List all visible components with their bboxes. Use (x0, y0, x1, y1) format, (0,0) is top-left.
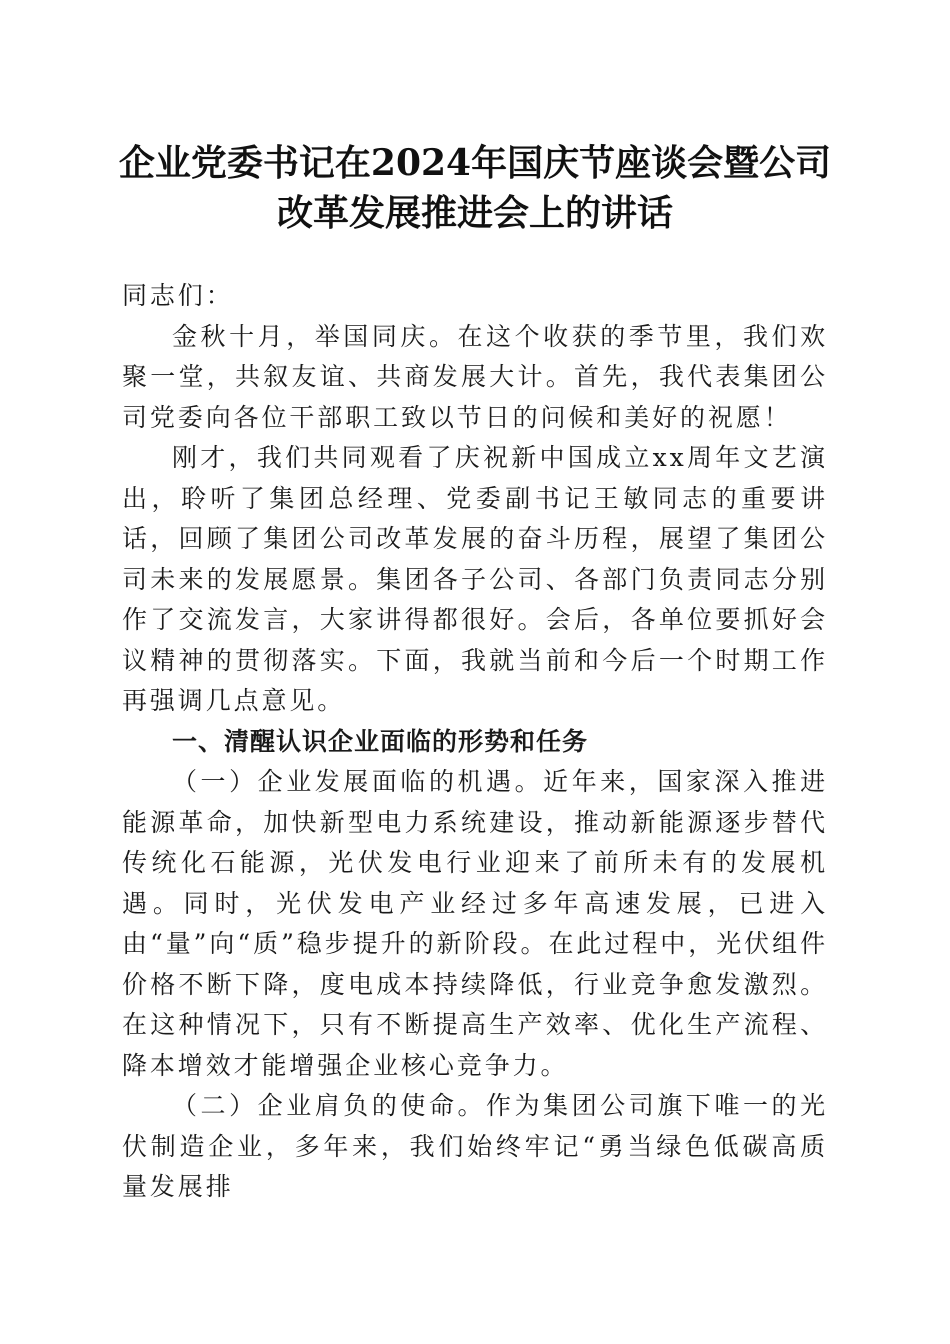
document-body (122, 276, 828, 1208)
title-line-2: 改革发展推进会上的讲话 (276, 192, 673, 234)
subsection-mission: （二）企业肩负的使命。作为集团公司旗下唯一的光伏制造企业，多年来，我们始终牢记“勇当绿色低碳高质量发展排 (122, 1091, 828, 1201)
document-title (100, 138, 850, 238)
paragraph-opening: 金秋十月，举国同庆。在这个收获的季节里，我们欢聚一堂，共叙友谊、共商发展大计。首先，我代表集团公司党委向各位干部职工致以节日的问候和美好的祝愿！ (122, 321, 828, 432)
paragraph-review: 刚才，我们共同观看了庆祝新中国成立xx周年文艺演出，聆听了集团总经理、党委副书记王敏同志的重要讲话，回顾了集团公司改革发展的奋斗历程，展望了集团公司未来的发展愿景。集团各子公司、各部门负责同志分别作了交流发言，大家讲得都很好。会后，各单位要抓好会议精神的贯彻落实。下面，我就当前和今后一个时期工作再强调几点意见。 (122, 443, 828, 715)
title-line-1: 企业党委书记在2024年国庆节座谈会暨公司 (118, 142, 832, 184)
greeting: 同志们： (122, 281, 234, 310)
subsection-opportunities: （一）企业发展面临的机遇。近年来，国家深入推进能源革命，加快新型电力系统建设，推动新能源逐步替代传统化石能源，光伏发电行业迎来了前所未有的发展机遇。同时，光伏发电产业经过多年高速发展，已进入由“量”向“质”稳步提升的新阶段。在此过程中，光伏组件价格不断下降，度电成本持续降低，行业竞争愈发激烈。在这种情况下，只有不断提高生产效率、优化生产流程、降本增效才能增强企业核心竞争力。 (122, 767, 828, 1080)
section-heading-1: 一、清醒认识企业面临的形势和任务 (172, 726, 589, 756)
